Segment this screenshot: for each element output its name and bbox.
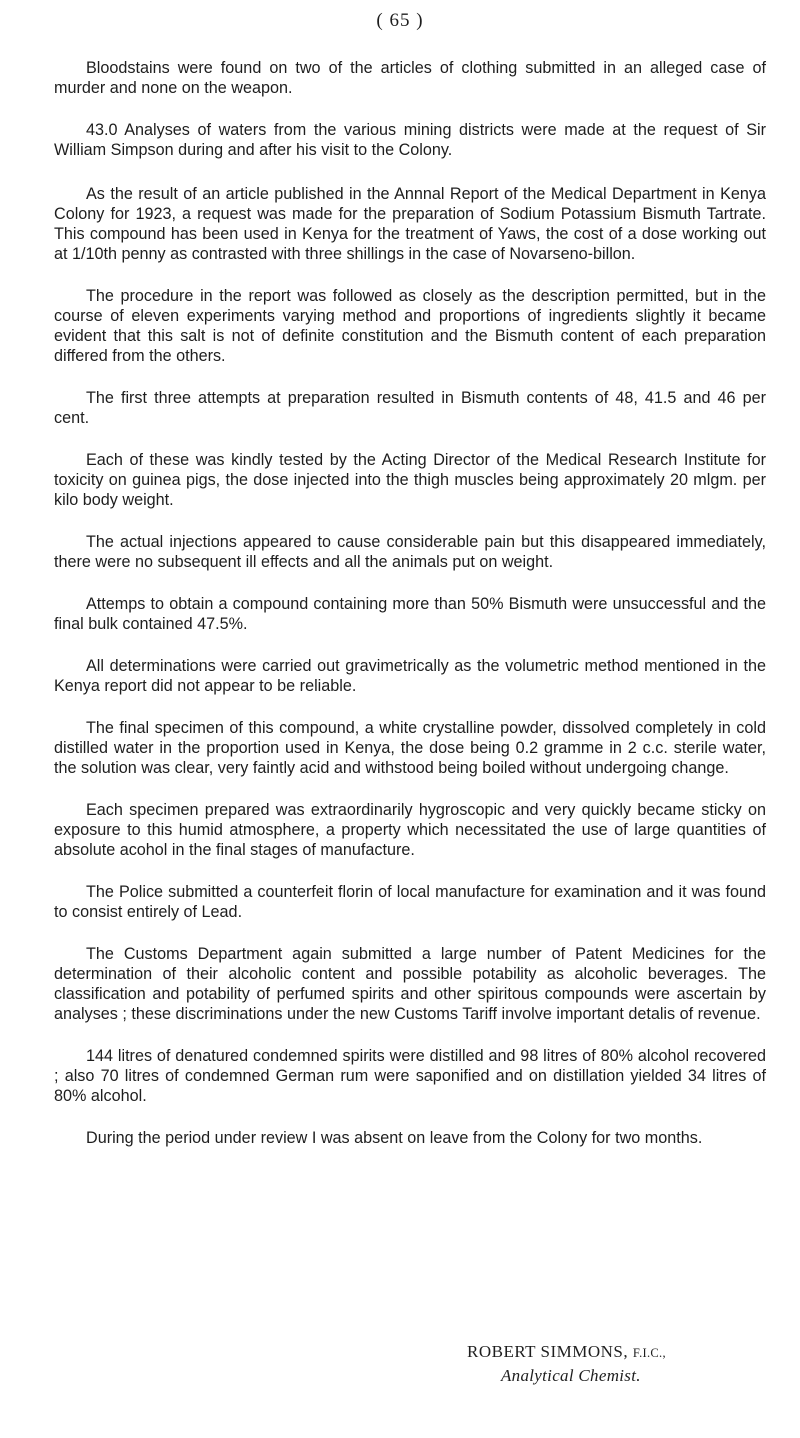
- signatory-credentials: F.I.C.,: [632, 1346, 666, 1360]
- paragraph-first-attempts: The first three attempts at preparation resulted in Bismuth contents of 48, 41.5 and 46 per cent.: [54, 389, 766, 427]
- paragraph-hygroscopic: Each specimen prepared was extraordinarily hygroscopic and very quickly became sticky on exposure to this humid atmosphere, a property which necessitated the use of large quantities of absolute acohol in the final stages of manufacture.: [54, 801, 766, 859]
- paragraph-leave: During the period under review I was absent on leave from the Colony for two months.: [86, 1129, 703, 1147]
- paragraph-injections: The actual injections appeared to cause considerable pain but this disappeared immediately, there were no subsequent ill effects and all the animals put on weight.: [54, 533, 766, 571]
- paragraph-customs: The Customs Department again submitted a large number of Patent Medicines for the determination of their alcoholic content and possible potability as alcoholic beverages. The classification and potability of perfumed spirits and other spiritous compounds were ascertain by analyses ; these discriminations under the new Customs Tariff involve important detalis of revenue.: [54, 945, 766, 1023]
- signatory-title: Analytical Chemist.: [501, 1366, 641, 1385]
- paragraph-spirits: 144 litres of denatured condemned spirits were distilled and 98 litres of 80% alcohol recovered ; also 70 litres of condemned German rum were saponified and on distillation yielded 34 litres of 80% alcohol.: [54, 1047, 766, 1105]
- paragraph-counterfeit-florin: The Police submitted a counterfeit florin of local manufacture for examination and it was found to consist entirely of Lead.: [54, 883, 766, 921]
- page-number: ( 65 ): [376, 10, 424, 31]
- paragraph-bismuth-content: Attemps to obtain a compound containing more than 50% Bismuth were unsuccessful and the final bulk contained 47.5%.: [54, 595, 766, 633]
- paragraph-bloodstains: Bloodstains were found on two of the articles of clothing submitted in an alleged case of murder and none on the weapon.: [54, 59, 766, 97]
- signature-block: [467, 1341, 787, 1388]
- paragraph-water-analyses: 43.0 Analyses of waters from the various mining districts were made at the request of Sir William Simpson during and after his visit to the Colony.: [54, 121, 766, 159]
- signatory-name: ROBERT SIMMONS,: [467, 1342, 629, 1361]
- paragraph-final-specimen: The final specimen of this compound, a white crystalline powder, dissolved completely in cold distilled water in the proportion used in Kenya, the dose being 0.2 gramme in 2 c.c. sterile water, the solution was clear, very faintly acid and withstood being boiled without undergoing change.: [54, 719, 766, 777]
- paragraph-gravimetric: All determinations were carried out gravimetrically as the volumetric method mentioned in the Kenya report did not appear to be reliable.: [54, 657, 766, 695]
- paragraph-toxicity-test: Each of these was kindly tested by the Acting Director of the Medical Research Institute for toxicity on guinea pigs, the dose injected into the thigh muscles being approximately 20 mlgm. per kilo body weight.: [54, 451, 766, 509]
- signatory-name-line: [467, 1341, 787, 1364]
- paragraph-procedure: The procedure in the report was followed as closely as the description permitted, but in the course of eleven experiments varying method and proportions of ingredients slightly it became evident that this salt is not of definite constitution and the Bismuth content of each preparation differed from the others.: [54, 287, 766, 365]
- paragraph-bismuth-request: As the result of an article published in the Annnal Report of the Medical Department in Kenya Colony for 1923, a request was made for the preparation of Sodium Potassium Bismuth Tartrate. This compound has been used in Kenya for the treatment of Yaws, the cost of a dose working out at 1/10th penny as contrasted with three shillings in the case of Novarseno-billon.: [54, 185, 766, 263]
- report-body: [54, 58, 766, 1170]
